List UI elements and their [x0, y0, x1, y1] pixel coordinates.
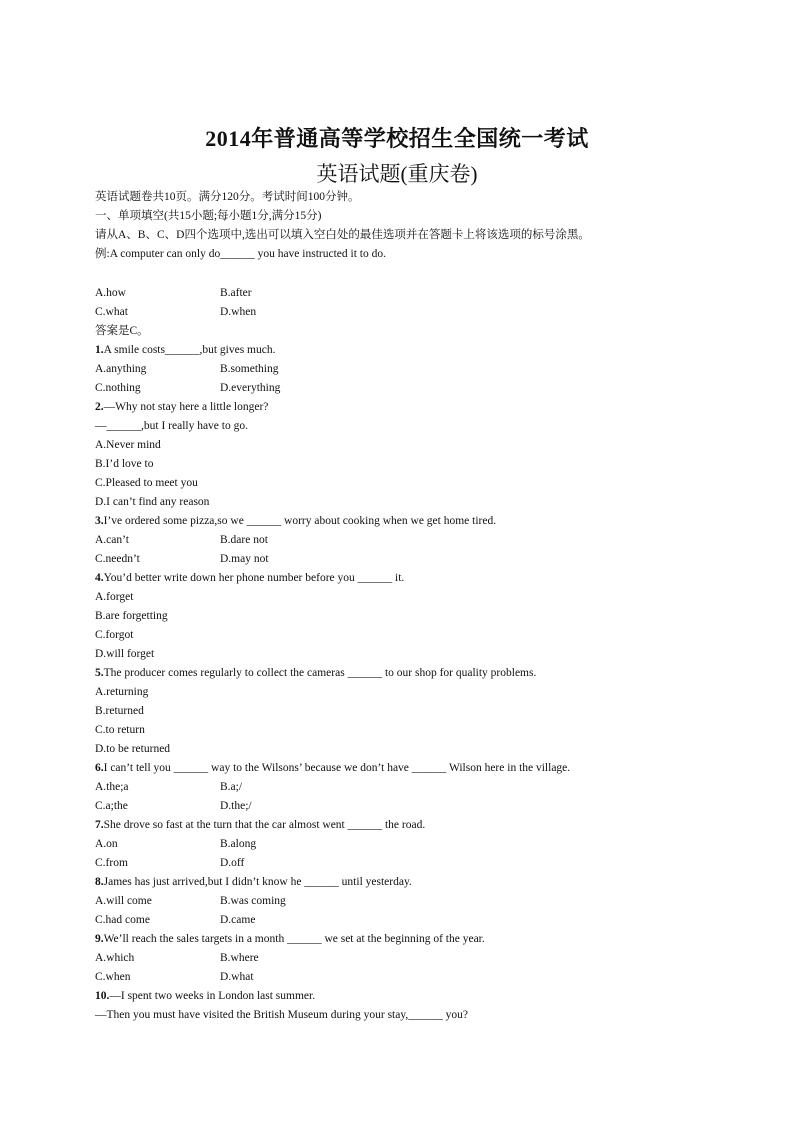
question-stem: The producer comes regularly to collect the cameras ______ to our shop for quality problems.	[103, 667, 537, 679]
q6-option-d: D.the;/	[220, 800, 252, 812]
question-number: 4.	[95, 572, 104, 584]
page-title: 2014年普通高等学校招生全国统一考试	[205, 126, 589, 151]
question-number: 1.	[95, 344, 104, 356]
q8-option-a: A.will come	[95, 895, 152, 907]
q6-option-b: B.a;/	[220, 781, 243, 793]
q9-option-a: A.which	[95, 952, 135, 964]
question-9	[95, 932, 485, 946]
question-5	[95, 666, 536, 680]
q5-option-c: C.to return	[95, 724, 145, 736]
q2-stem-reply: —______,but I really have to go.	[95, 420, 248, 432]
q3-option-b: B.dare not	[220, 534, 268, 546]
q2-option-a: A.Never mind	[95, 439, 161, 451]
question-7	[95, 818, 425, 832]
example-stem: 例:A computer can only do______ you have instructed it to do.	[95, 248, 386, 260]
question-3	[95, 514, 496, 528]
q5-option-b: B.returned	[95, 705, 144, 717]
question-4	[95, 571, 404, 585]
q4-option-a: A.forget	[95, 591, 134, 603]
q3-option-c: C.needn’t	[95, 553, 140, 565]
q5-option-a: A.returning	[95, 686, 149, 698]
question-stem: She drove so fast at the turn that the car almost went ______ the road.	[103, 819, 426, 831]
q6-option-c: C.a;the	[95, 800, 128, 812]
question-number: 10.	[95, 990, 110, 1002]
q8-option-c: C.had come	[95, 914, 150, 926]
question-number: 7.	[95, 819, 104, 831]
q2-option-d: D.I can’t find any reason	[95, 496, 210, 508]
example-option-a: A.how	[95, 287, 126, 299]
q9-option-d: D.what	[220, 971, 254, 983]
q3-option-d: D.may not	[220, 553, 269, 565]
question-number: 5.	[95, 667, 104, 679]
question-stem: We’ll reach the sales targets in a month ______ we set at the beginning of the year.	[103, 933, 485, 945]
question-stem: I can’t tell you ______ way to the Wilsons’ because we don’t have ______ Wilson here in the village.	[103, 762, 571, 774]
instruction-text: 请从A、B、C、D四个选项中,选出可以填入空白处的最佳选项并在答题卡上将该选项的标号涂黑。	[95, 229, 590, 241]
question-number: 6.	[95, 762, 104, 774]
q6-option-a: A.the;a	[95, 781, 129, 793]
question-10	[95, 989, 315, 1003]
question-6	[95, 761, 570, 775]
question-1	[95, 343, 275, 357]
q8-option-b: B.was coming	[220, 895, 286, 907]
q1-option-d: D.everything	[220, 382, 281, 394]
q9-option-c: C.when	[95, 971, 131, 983]
q2-option-c: C.Pleased to meet you	[95, 477, 198, 489]
example-option-d: D.when	[220, 306, 257, 318]
page-subtitle: 英语试题(重庆卷)	[316, 162, 478, 186]
question-stem: —Why not stay here a little longer?	[103, 401, 269, 413]
q1-option-c: C.nothing	[95, 382, 141, 394]
question-8	[95, 875, 412, 889]
exam-info: 英语试题卷共10页。满分120分。考试时间100分钟。	[95, 191, 360, 203]
q9-option-b: B.where	[220, 952, 259, 964]
q4-option-d: D.will forget	[95, 648, 155, 660]
q8-option-d: D.came	[220, 914, 256, 926]
q1-option-b: B.something	[220, 363, 279, 375]
section-heading: 一、单项填空(共15小题;每小题1分,满分15分)	[95, 210, 322, 222]
question-stem: I’ve ordered some pizza,so we ______ worry about cooking when we get home tired.	[103, 515, 497, 527]
question-stem: —I spent two weeks in London last summer.	[109, 990, 316, 1002]
q1-option-a: A.anything	[95, 363, 147, 375]
q2-option-b: B.I’d love to	[95, 458, 154, 470]
example-answer: 答案是C。	[95, 325, 149, 337]
question-stem: A smile costs______,but gives much.	[103, 344, 276, 356]
q7-option-b: B.along	[220, 838, 257, 850]
q7-option-c: C.from	[95, 857, 128, 869]
q10-stem-reply: —Then you must have visited the British Museum during your stay,______ you?	[95, 1009, 468, 1021]
example-option-c: C.what	[95, 306, 128, 318]
q5-option-d: D.to be returned	[95, 743, 171, 755]
question-stem: You’d better write down her phone number before you ______ it.	[103, 572, 405, 584]
question-number: 3.	[95, 515, 104, 527]
question-number: 8.	[95, 876, 104, 888]
question-stem: James has just arrived,but I didn’t know he ______ until yesterday.	[103, 876, 412, 888]
q7-option-a: A.on	[95, 838, 118, 850]
question-2	[95, 400, 268, 414]
question-number: 9.	[95, 933, 104, 945]
example-option-b: B.after	[220, 287, 252, 299]
q4-option-c: C.forgot	[95, 629, 134, 641]
question-number: 2.	[95, 401, 104, 413]
q4-option-b: B.are forgetting	[95, 610, 168, 622]
q7-option-d: D.off	[220, 857, 245, 869]
q3-option-a: A.can’t	[95, 534, 129, 546]
